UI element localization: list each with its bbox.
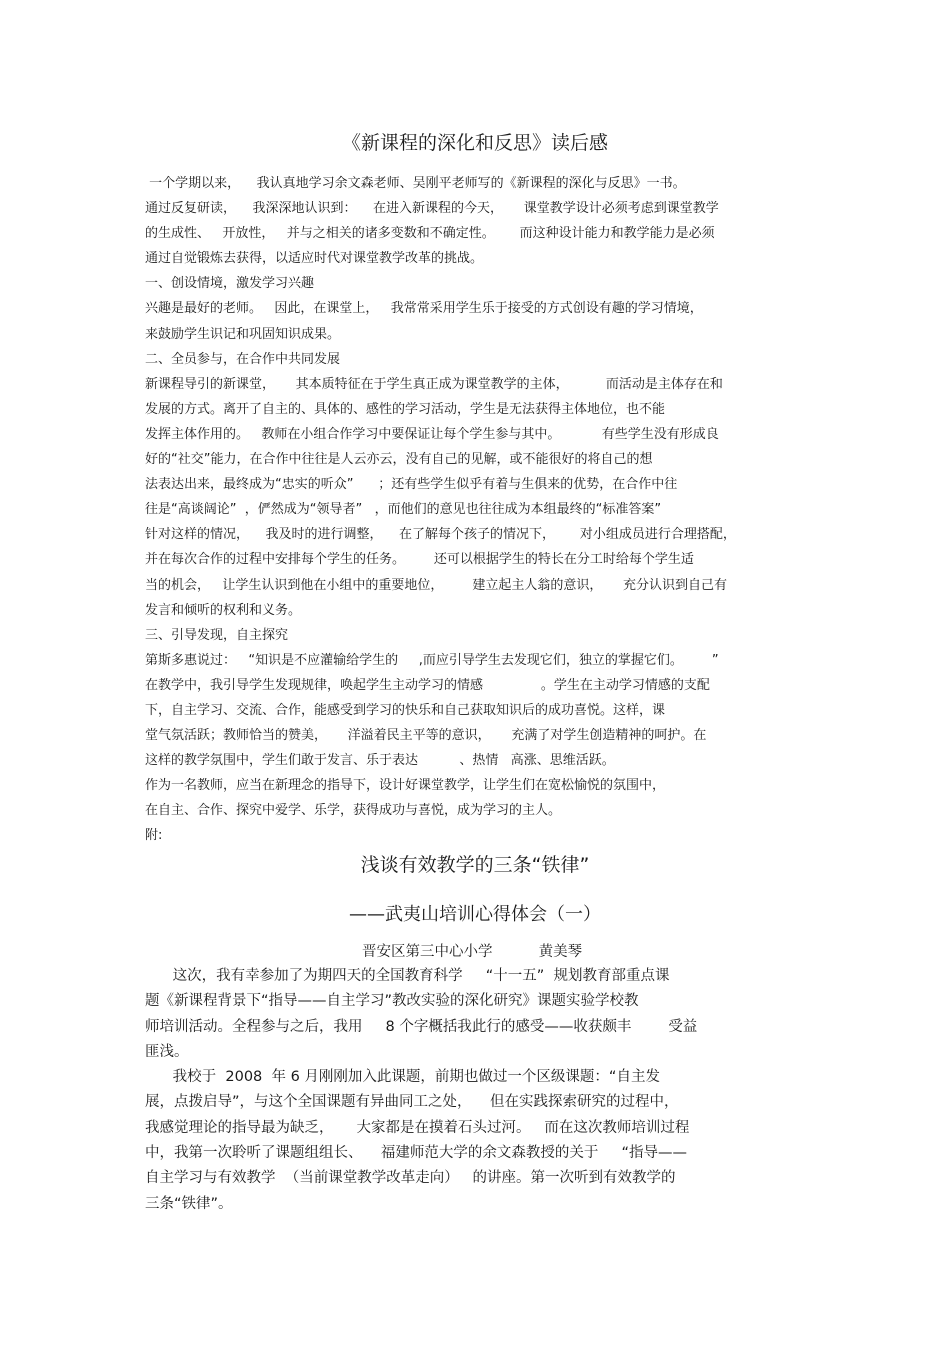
text-line: 我感觉理论的指导最为缺乏， 大家都是在摸着石头过河。 而在这次教师培训过程	[145, 1119, 690, 1136]
text-line: 通过自觉锻炼去获得，以适应时代对课堂教学改革的挑战。	[145, 251, 484, 267]
text-line: 法表达出来，最终成为“忠实的听众” ；还有些学生似乎有着与生俱来的优势，在合作中往	[145, 477, 678, 493]
text-line: 第斯多惠说过： “知识是不应灌输给学生的 ,而应引导学生去发现它们，独立的掌握它们。 ”	[145, 652, 719, 668]
text-line: 自主学习与有效教学 （当前课堂教学改革走向） 的讲座。第一次听到有效教学的	[145, 1170, 676, 1187]
text-line: 附:	[145, 828, 163, 844]
text-line: 兴趣是最好的老师。 因此，在课堂上， 我常常采用学生乐于接受的方式创设有趣的学习情境，	[145, 301, 703, 317]
text-line: 题《新课程背景下“指导——自主学习”教改实验的深化研究》课题实验学校教	[145, 993, 639, 1010]
text-line: 的生成性、 开放性， 并与之相关的诸多变数和不确定性。 而这种设计能力和教学能力是必须	[145, 226, 715, 242]
text-line: 二、全员参与，在合作中共同发展	[145, 351, 341, 367]
text-line: 通过反复研读， 我深深地认识到： 在进入新课程的今天， 课堂教学设计必须考虑到课堂教学	[145, 201, 719, 217]
text-line: 这样的教学氛围中，学生们敢于发言、乐于表达 、热情 高涨、思维活跃。	[145, 753, 615, 769]
text-line: 发展的方式。离开了自主的、具体的、感性的学习活动，学生是无法获得主体地位，也不能	[145, 401, 666, 417]
text-line: 新课程导引的新课堂， 其本质特征在于学生真正成为课堂教学的主体， 而活动是主体存在和	[145, 376, 723, 392]
text-line: 发挥主体作用的。 教师在小组合作学习中要保证让每个学生参与其中。 有些学生没有形成良	[145, 426, 719, 442]
text-line: 三条“铁律”。	[145, 1195, 233, 1212]
appendix-subtitle: ——武夷山培训心得体会（一）	[349, 904, 601, 925]
text-line: 一、创设情境，激发学习兴趣	[145, 276, 315, 292]
appendix-body	[145, 964, 805, 1217]
text-line: 一个学期以来， 我认真地学习余文森老师、吴刚平老师写的《新课程的深化与反思》一书。	[145, 176, 686, 191]
text-line: 当的机会， 让学生认识到他在小组中的重要地位， 建立起主人翁的意识， 充分认识到自己有	[145, 577, 727, 593]
text-line: 来鼓励学生识记和巩固知识成果。	[145, 326, 341, 342]
text-line: 好的“社交”能力，在合作中往往是人云亦云，没有自己的见解，或不能很好的将自己的想	[145, 452, 653, 468]
text-line: 我校于 2008 年 6 月刚刚加入此课题，前期也做过一个区级课题：“自主发	[145, 1069, 660, 1086]
appendix-title: 浅谈有效教学的三条“铁律”	[360, 854, 590, 876]
text-line: 并在每次合作的过程中安排每个学生的任务。 还可以根据学生的特长在分工时给每个学生适	[145, 552, 694, 568]
text-line: 下，自主学习、交流、合作，能感受到学习的快乐和自己获取知识后的成功喜悦。这样，课	[145, 702, 666, 718]
text-line: 中，我第一次聆听了课题组组长、 福建师范大学的余文森教授的关于 “指导——	[145, 1145, 687, 1162]
text-line: 堂气氛活跃；教师恰当的赞美， 洋溢着民主平等的意识， 充满了对学生创造精神的呵护。在	[145, 728, 707, 744]
article-body	[145, 171, 805, 849]
text-line: 针对这样的情况， 我及时的进行调整， 在了解每个孩子的情况下， 对小组成员进行合理搭配，	[145, 527, 736, 543]
appendix-author: 晋安区第三中心小学 黄美琴	[362, 944, 583, 960]
text-line: 师培训活动。全程参与之后，我用 8 个字概括我此行的感受——收获颇丰 受益	[145, 1018, 698, 1035]
text-line: 在自主、合作、探究中爱学、乐学，获得成功与喜悦，成为学习的主人。	[145, 803, 562, 819]
text-line: 发言和倾听的权利和义务。	[145, 602, 302, 618]
text-line: 在教学中，我引导学生发现规律，唤起学生主动学习的情感 。学生在主动学习情感的支配	[145, 677, 710, 693]
text-line: 作为一名教师，应当在新理念的指导下，设计好课堂教学，让学生们在宽松愉悦的氛围中，	[145, 778, 666, 794]
text-line: 展，点拨启导”，与这个全国课题有异曲同工之处， 但在实践探索研究的过程中，	[145, 1094, 679, 1111]
text-line: 匪浅。	[145, 1043, 189, 1060]
article-title: 《新课程的深化和反思》读后感	[341, 132, 608, 154]
text-line: 三、引导发现，自主探究	[145, 627, 289, 643]
text-line: 往是“高谈阔论” ，俨然成为“领导者” ，而他们的意见也往往成为本组最终的“标准答案”	[145, 502, 662, 518]
text-line: 这次，我有幸参加了为期四天的全国教育科学 “十一五” 规划教育部重点课	[145, 968, 670, 984]
